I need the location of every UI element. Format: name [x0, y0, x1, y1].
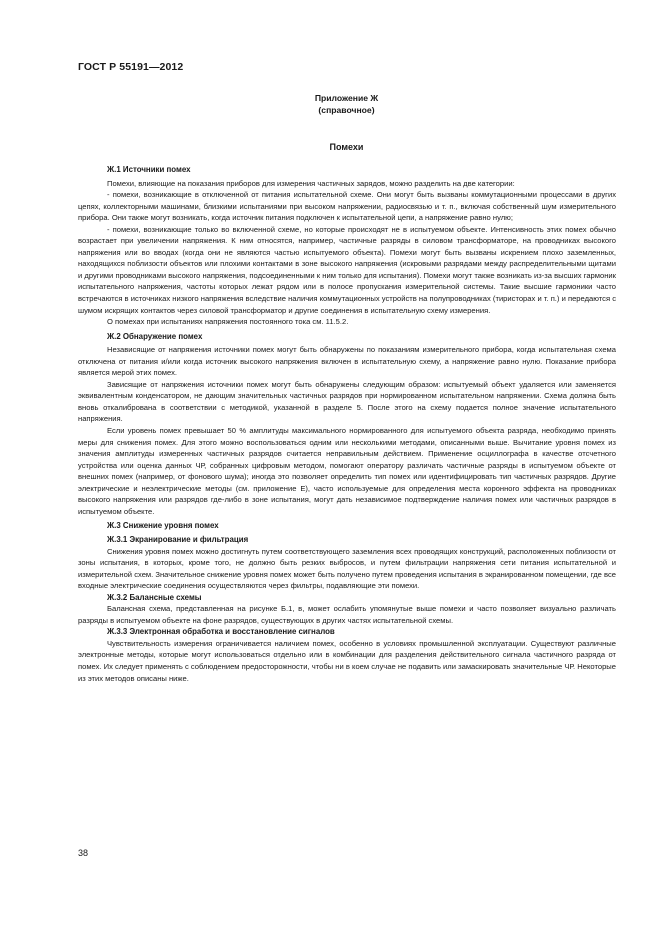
paragraph: Независящие от напряжения источники помех могут быть обнаружены по показаниям измерительного прибора, когда испытательная схема отключена от питания и/или когда источник высокого напряжения включен в испытательную схему, а напряжение равно нулю. Показание прибора является мерой этих помех. — [78, 345, 616, 378]
section-title: Помехи — [329, 142, 364, 152]
paragraph: Если уровень помех превышает 50 % амплитуды максимального нормированного для испытуемого объекта разряда, необходимо принять меры для снижения помех. Для этого можно воспользоваться одним или несколькими методами, описанными выше. Вычитание уровня помех из значения амплитуды измеренных частичных разрядов считается неправильным действием. Применение осциллографа в качестве отсчетного устройства или оценка данных ЧР, собранных цифровым методом, помогают оператору различать частичные разряды в испытуемом объекте от внешних помех (например, от фонового шума); иногда это позволяет определить тип помех или идентифицировать тип частичных разрядов. Другие электрические и неэлектрические методы (см. приложение Е), часто используемые для определения места коронного эффекта на проводниках высокого напряжения или разрядов где-либо в зоне испытания, могут дать независимое подтверждение наличия помех или частичных разрядов в испытуемом объекте. — [78, 426, 616, 516]
paragraph: О помехах при испытаниях напряжения постоянного тока см. 11.5.2. — [107, 317, 349, 327]
document-body — [78, 164, 616, 684]
page-number: 38 — [78, 848, 89, 858]
paragraph: Снижения уровня помех можно достигнуть путем соответствующего заземления всех проводящих конструкций, расположенных поблизости от зоны испытания, в которых, кроме того, не должно быть резких выбросов, и путем фильтрации напряжения сети питания испытательной и измерительной схем. Значительное снижение уровня помех может быть получено путем проведения испытания в экранированном помещении, где все входные электрические соединения осуществляются через фильтры, подавляющие эти помехи. — [78, 546, 616, 591]
subheading-shielding-filtering: Ж.3.1 Экранирование и фильтрация — [107, 534, 249, 544]
annex-heading — [0, 92, 661, 116]
paragraph: Помехи, влияющие на показания приборов для измерения частичных зарядов, можно разделить на две категории: — [107, 178, 515, 188]
heading-interference-reduction: Ж.3 Снижение уровня помех — [107, 521, 219, 531]
paragraph: Балансная схема, представленная на рисунке Б.1, в, может ослабить упомянутые выше помехи и часто позволяет визуально различать разряды в испытуемом объекте на фоне разрядов, существующих в других частях испытательной схемы. — [78, 604, 616, 625]
heading-interference-sources: Ж.1 Источники помех — [107, 165, 191, 174]
paragraph: Чувствительность измерения ограничивается наличием помех, особенно в условиях промышленной эксплуатации. Существуют различные электронные методы, которые могут использоваться отдельно или в комбинации для разделения действительного сигнала частичного разряда от помех. Их следует применять с соблюдением предосторожности, чтобы ни в коем случае не подавить или замаскировать значительные ЧР. Некоторые из этих методов описаны ниже. — [78, 638, 616, 683]
subheading-electronic-processing: Ж.3.3 Электронная обработка и восстановление сигналов — [107, 627, 335, 637]
subheading-balanced-circuits: Ж.3.2 Балансные схемы — [107, 592, 202, 602]
list-item: - помехи, возникающие только во включенной схеме, но которые происходят не в испытуемом объекте. Интенсивность этих помех обычно возрастает при увеличении напряжения. К ним относятся, например, частичные разряды в силовом трансформаторе, на проводниках высокого напряжения или во вводах (когда они не являются частью испытуемого объекта). Помехи могут быть вызваны искрением плохо заземленных, находящихся поблизости объектов или плохими контактами в зоне высокого напряжения (искровыми разрядами между распределительными щитами и другими проводниками высокого напряжения, подсоединенными к ним только для испытания). Помехи могут также возникать из-за высших гармоник испытательного напряжения, частоты которых лежат рядом или в полосе пропускания измерительной системы. Такие высшие гармоники часто встречаются в источниках низкого напряжения вследствие наличия коммутационных устройств на полупроводниках (тиристорах и т. п.) и передаются с шумом искрящих контактов через силовой трансформатор и другие соединения в испытательную схему измерения. — [78, 224, 616, 315]
annex-title: Приложение Ж — [314, 93, 379, 103]
annex-status: (справочное) — [318, 105, 375, 115]
document-code: ГОСТ Р 55191—2012 — [78, 61, 184, 73]
paragraph: Зависящие от напряжения источники помех могут быть обнаружены следующим образом: испытуемый объект удаляется или заменяется эквивалентным конденсатором, не дающим значительных частичных разрядов при нормированном испытательном напряжении. Схема должна быть вновь откалиброванa в соответствии с методикой, указанной в разделе 5. После этого на схему подается полное значение испытательного напряжения. — [78, 379, 616, 424]
heading-interference-detection: Ж.2 Обнаружение помех — [107, 331, 203, 341]
list-item: - помехи, возникающие в отключенной от питания испытательной схеме. Они могут быть вызваны коммутационными процессами в других цепях, коллекторными машинами, близкими испытаниями при высоком напряжении, радиосвязью и т. п., включая собственный шум измерительного прибора. Они также могут возникать, когда источник питания подключен к испытательной цепи, а напряжение равно нулю; — [78, 190, 616, 223]
